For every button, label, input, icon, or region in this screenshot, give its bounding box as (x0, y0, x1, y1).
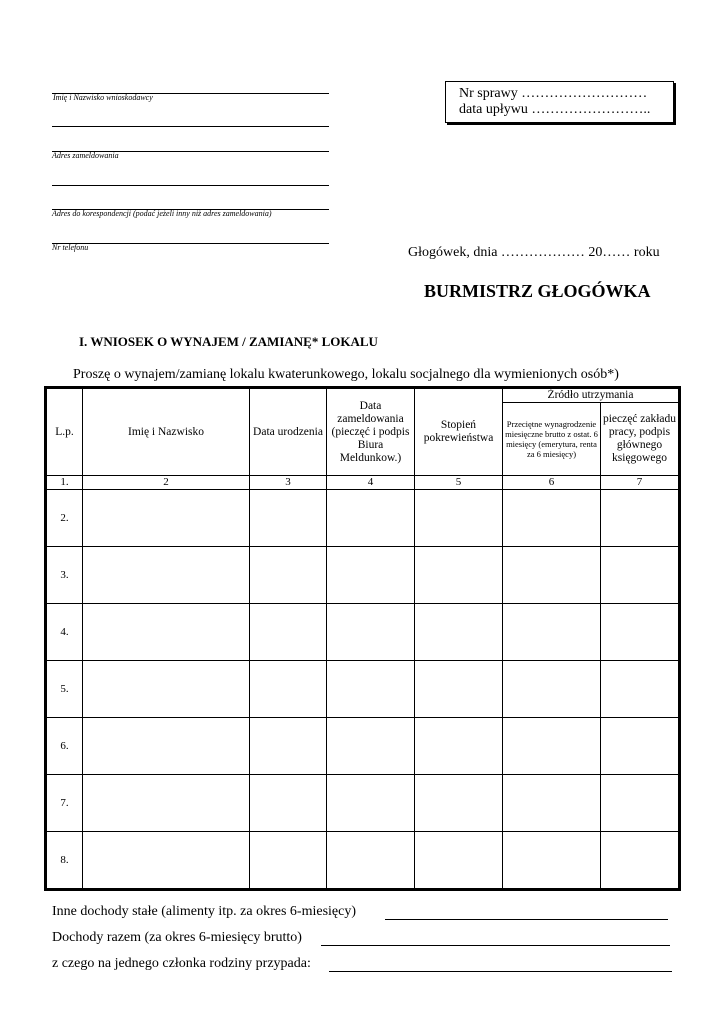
stamp-cell[interactable] (601, 775, 680, 832)
name-cell[interactable] (83, 547, 250, 604)
income-cell[interactable] (503, 490, 601, 547)
relationship-cell[interactable] (415, 604, 503, 661)
stamp-cell[interactable] (601, 718, 680, 775)
total-income-field[interactable] (321, 945, 670, 946)
relationship-cell[interactable] (415, 718, 503, 775)
registration-cell[interactable] (327, 832, 415, 890)
name-cell[interactable] (83, 718, 250, 775)
header-name: Imię i Nazwisko (83, 388, 250, 476)
column-numbers-row (46, 476, 680, 490)
case-number-box (445, 81, 674, 123)
relationship-cell[interactable] (415, 661, 503, 718)
income-cell[interactable] (503, 832, 601, 890)
household-table (44, 386, 681, 891)
column-number: 2 (83, 476, 250, 490)
header-relationship: Stopień pokrewieństwa (415, 388, 503, 476)
column-number: 3 (250, 476, 327, 490)
column-number: 4 (327, 476, 415, 490)
applicant-name-label: Imię i Nazwisko wnioskodawcy (53, 93, 153, 102)
other-income-field[interactable] (385, 919, 668, 920)
registration-cell[interactable] (327, 718, 415, 775)
address-label: Adres zameldowania (52, 151, 119, 160)
table-row (46, 604, 680, 661)
other-income-label: Inne dochody stałe (alimenty itp. za okres 6-miesięcy) (52, 904, 357, 919)
table-row (46, 832, 680, 890)
name-cell[interactable] (83, 775, 250, 832)
stamp-cell[interactable] (601, 832, 680, 890)
stamp-cell[interactable] (601, 490, 680, 547)
name-cell[interactable] (83, 661, 250, 718)
section-title: I. WNIOSEK O WYNAJEM / ZAMIANĘ* LOKALU (79, 334, 378, 349)
row-number: 3. (46, 547, 83, 604)
table-row (46, 661, 680, 718)
table-row (46, 490, 680, 547)
row-number: 4. (46, 604, 83, 661)
name-cell[interactable] (83, 490, 250, 547)
phone-line[interactable] (52, 243, 329, 244)
birth-date-cell[interactable] (250, 547, 327, 604)
registration-cell[interactable] (327, 547, 415, 604)
birth-date-cell[interactable] (250, 661, 327, 718)
place-date: Głogówek, dnia ……………… 20…… roku (408, 245, 660, 260)
relationship-cell[interactable] (415, 490, 503, 547)
column-number: 7 (601, 476, 680, 490)
birth-date-cell[interactable] (250, 490, 327, 547)
table-row (46, 775, 680, 832)
table-row (46, 547, 680, 604)
income-cell[interactable] (503, 718, 601, 775)
birth-date-cell[interactable] (250, 718, 327, 775)
stamp-cell[interactable] (601, 661, 680, 718)
table-row (46, 718, 680, 775)
address-line-2[interactable] (52, 185, 329, 186)
row-number: 7. (46, 775, 83, 832)
column-number: 1. (46, 476, 83, 490)
registration-cell[interactable] (327, 604, 415, 661)
header-income-source: Źródło utrzymania (503, 388, 680, 403)
birth-date-cell[interactable] (250, 832, 327, 890)
row-number: 2. (46, 490, 83, 547)
relationship-cell[interactable] (415, 832, 503, 890)
deadline-date[interactable]: data upływu …………………….. (459, 102, 651, 117)
header-birth-date: Data urodzenia (250, 388, 327, 476)
name-cell[interactable] (83, 604, 250, 661)
total-income-label: Dochody razem (za okres 6-miesięcy brutto) (52, 930, 302, 945)
stamp-cell[interactable] (601, 547, 680, 604)
birth-date-cell[interactable] (250, 775, 327, 832)
column-number: 6 (503, 476, 601, 490)
registration-cell[interactable] (327, 775, 415, 832)
relationship-cell[interactable] (415, 775, 503, 832)
header-lp: L.p. (46, 388, 83, 476)
income-cell[interactable] (503, 661, 601, 718)
case-number[interactable]: Nr sprawy ……………………… (459, 86, 648, 101)
income-cell[interactable] (503, 775, 601, 832)
row-number: 6. (46, 718, 83, 775)
per-member-income-label: z czego na jednego członka rodziny przypada: (52, 956, 311, 971)
correspondence-label: Adres do korespondencji (podać jeżeli inny niż adres zameldowania) (52, 209, 272, 218)
request-text: Proszę o wynajem/zamianę lokalu kwaterunkowego, lokalu socjalnego dla wymienionych osób*) (73, 367, 619, 382)
birth-date-cell[interactable] (250, 604, 327, 661)
income-cell[interactable] (503, 604, 601, 661)
header-registration-date: Data zameldowania (pieczęć i podpis Biura Meldunkow.) (327, 388, 415, 476)
name-cell[interactable] (83, 832, 250, 890)
relationship-cell[interactable] (415, 547, 503, 604)
phone-label: Nr telefonu (52, 243, 89, 252)
applicant-name-line-2[interactable] (52, 126, 329, 127)
header-average-income: Przeciętne wynagrodzenie miesięczne brutto z ostat. 6 miesięcy (emerytura, renta za 6 miesięcy) (503, 403, 601, 476)
registration-cell[interactable] (327, 490, 415, 547)
per-member-income-field[interactable] (329, 971, 672, 972)
income-cell[interactable] (503, 547, 601, 604)
row-number: 5. (46, 661, 83, 718)
column-number: 5 (415, 476, 503, 490)
stamp-cell[interactable] (601, 604, 680, 661)
registration-cell[interactable] (327, 661, 415, 718)
row-number: 8. (46, 832, 83, 890)
authority-title: BURMISTRZ GŁOGÓWKA (424, 281, 651, 301)
header-employer-stamp: pieczęć zakładu pracy, podpis głównego księgowego (601, 403, 680, 476)
